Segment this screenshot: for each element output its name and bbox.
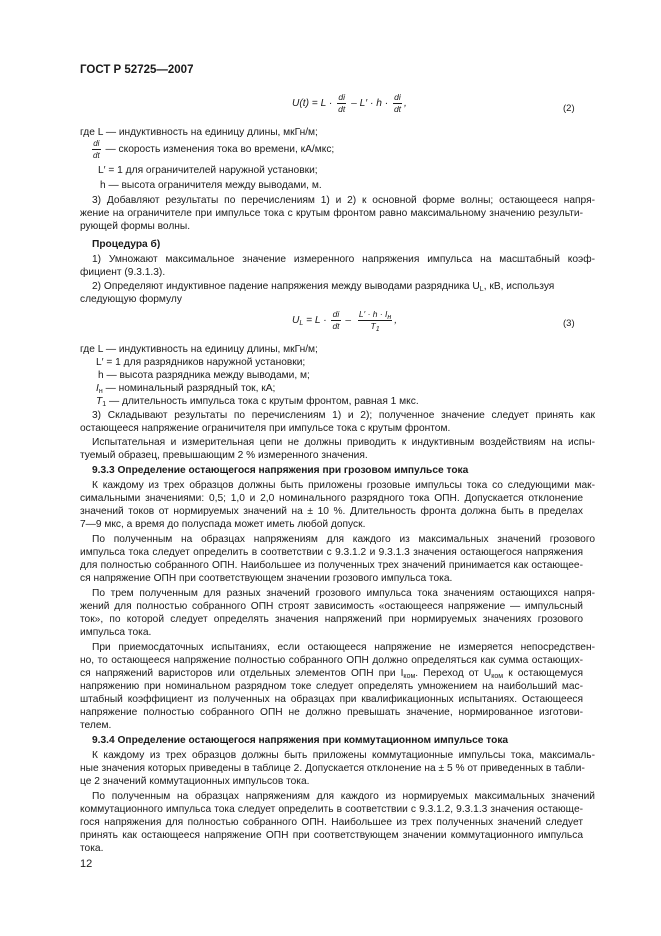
def-line: L′ = 1 для ограничителей наружной установки; xyxy=(98,165,318,176)
paragraph-line: По трем полученным для разных значений грозового импульса тока значениям остающихся напря- xyxy=(92,588,595,599)
paragraph-line: штабный коэффициент из полученных на образцах при квалификационных испытаниях. Остающееся xyxy=(80,694,583,705)
paragraph-line: По полученным на образцах напряжениям для каждого из максимальных значений грозового xyxy=(92,534,595,545)
paragraph-line: туемый образец, превышающим 2 % измеренного значения. xyxy=(80,450,368,461)
def-line: где L — индуктивность на единицу длины, мкГн/м; xyxy=(80,344,318,355)
def-line-in: $I_н$ — номинальный разрядный ток, кА; xyxy=(96,383,276,395)
formula-2-lhs: U(t) = L · xyxy=(292,98,333,110)
paragraph-line: Испытательная и измерительная цепи не должны приводить к индуктивным воздействиям на испы- xyxy=(92,437,595,448)
formula-2-fraction-a: $\frac{di}{dt}$ xyxy=(338,92,346,114)
paragraph-line: принять как остающееся напряжение ОПН при соответствующем значении коммутационного импульса xyxy=(80,830,583,841)
paragraph-line: напряжение полностью собранного ОПН не должно превышать значение, нормированное изготови- xyxy=(80,707,583,718)
section-9-3-4-title: 9.3.4 Определение остающегося напряжения при коммутационном импульсе тока xyxy=(92,735,509,746)
paragraph-line: 3) Складывают результаты по перечислениям 1) и 2); полученное значение следует принять как xyxy=(92,410,595,421)
paragraph-line: ток», по которой следует определять значения напряжений при нормируемых значениях грозового xyxy=(80,614,583,625)
paragraph-line: коммутационного импульса тока следует определить в соответствии с 9.3.1.2, 9.3.1.3 значения остающе- xyxy=(80,804,583,815)
paragraph-line: остающееся напряжение ограничителя при импульсе тока с крутым фронтом. xyxy=(80,423,451,434)
def-line: h — высота ограничителя между выводами, м. xyxy=(100,180,322,191)
paragraph-line: для полностью собранного ОПН. Наибольшее из полученных трех значений принимается как остающее- xyxy=(80,560,583,571)
paragraph-line: импульса тока следует определить в соответствии с 9.3.1.2 и 9.3.1.3 значения остающегося напряжения xyxy=(80,547,583,558)
paragraph-line: К каждому из трех образцов должны быть приложены грозовые импульсы тока со следующими мак- xyxy=(92,480,595,491)
paragraph-line: жение на ограничителе при импульсе тока с крутым фронтом равно максимальному значению результи- xyxy=(80,208,583,219)
formula-2-fraction-b: $\frac{di}{dt}$ xyxy=(393,92,402,114)
paragraph-line: значений токов от нормируемых значений на ± 10 %. Длительность фронта должна быть в пределах xyxy=(80,506,583,517)
paragraph-line: 1) Умножают максимальное значение измеренного напряжения импульса на масштабный коэф- xyxy=(92,254,595,265)
paragraph-line: 7—9 мкс, а время до полуспада может иметь любой допуск. xyxy=(80,519,366,530)
document-header: ГОСТ Р 52725—2007 xyxy=(80,64,194,76)
paragraph-line: телем. xyxy=(80,720,112,731)
paragraph-line: фициент (9.3.1.3). xyxy=(80,267,166,278)
paragraph-line: При приемосдаточных испытаниях, если остающееся напряжение не измеряется непосредствен- xyxy=(92,642,595,653)
paragraph-line: К каждому из трех образцов должны быть приложены коммутационные импульсы тока, максималь- xyxy=(92,750,595,761)
paragraph-line: 3) Добавляют результаты по перечислениям 1) и 2) к основной форме волны; остающееся напря- xyxy=(92,195,595,206)
formula-3: $U_L = L$ · $\frac{di}{dt}$ – $\frac{L' \cdot h \cdot I_н}{T_1}$ , xyxy=(292,309,398,333)
paragraph-line: ся напряжение ОПН при соответствующем значении грозового импульса тока. xyxy=(80,573,453,584)
paragraph-line: жений для полностью собранного ОПН строят зависимость «остающееся напряжение — импульсный xyxy=(80,601,583,612)
paragraph-line: напряжению при номинальном разрядном токе следует определять умножением на наибольший мас- xyxy=(80,681,583,692)
def-line: h — высота разрядника между выводами, м; xyxy=(98,370,310,381)
paragraph-line: следующую формулу xyxy=(80,294,182,305)
equation-number-2: (2) xyxy=(563,103,575,114)
paragraph-line: це 2 значений коммутационных импульсов тока. xyxy=(80,776,310,787)
paragraph-line: тока. xyxy=(80,843,104,854)
paragraph-line: ные значения которых приведены в таблице 2. Допускается отклонение на ± 5 % от приведенных в табли- xyxy=(80,763,585,774)
def-line-t1: $T_1$ — длительность импульса тока с крутым фронтом, равная 1 мкс. xyxy=(96,396,419,408)
def-line-didt: $\frac{di}{dt}$ — скорость изменения тока во времени, кА/мкс; xyxy=(93,139,335,160)
paragraph-line: но, то остающееся напряжение полностью собранного ОПН должно определяться как сумма остающих- xyxy=(80,655,583,666)
page-number: 12 xyxy=(80,858,93,870)
paragraph-line-ul: 2) Определяют индуктивное падение напряжения между выводами разрядника $U_L$, кВ, используя xyxy=(92,281,555,293)
def-line: где L — индуктивность на единицу длины, мкГн/м; xyxy=(80,127,318,138)
def-line: L′ = 1 для разрядников наружной установки; xyxy=(96,357,306,368)
paragraph-line: импульса тока. xyxy=(80,627,152,638)
paragraph-line: По полученным на образцах напряжениям для каждого из нормируемых максимальных значений xyxy=(92,791,595,802)
section-9-3-3-title: 9.3.3 Определение остающегося напряжения при грозовом импульсе тока xyxy=(92,465,469,476)
formula-2: U(t) = L · $\frac{di}{dt}$ – L′ · h · $\frac{di}{dt}$ , xyxy=(292,92,407,114)
procedure-b-title: Процедура б) xyxy=(92,239,161,250)
paragraph-line: рующей формы волны. xyxy=(80,221,191,232)
formula-2-mid: – L′ · h · xyxy=(351,98,389,110)
paragraph-line: симальными значениями: 0,5; 1,0 и 2,0 номинального разрядного тока ОПН. Допускается отклонение xyxy=(80,493,583,504)
paragraph-line: гося напряжения для полностью собранного ОПН. Наибольшее из трех полученных значений следует xyxy=(80,817,583,828)
paragraph-line-ikom: ся напряжений варисторов или отдельных элементов ОПН при $I_{ком}$. Переход от $U_{ком}$ к остающемуся xyxy=(80,668,583,680)
equation-number-3: (3) xyxy=(563,318,575,329)
